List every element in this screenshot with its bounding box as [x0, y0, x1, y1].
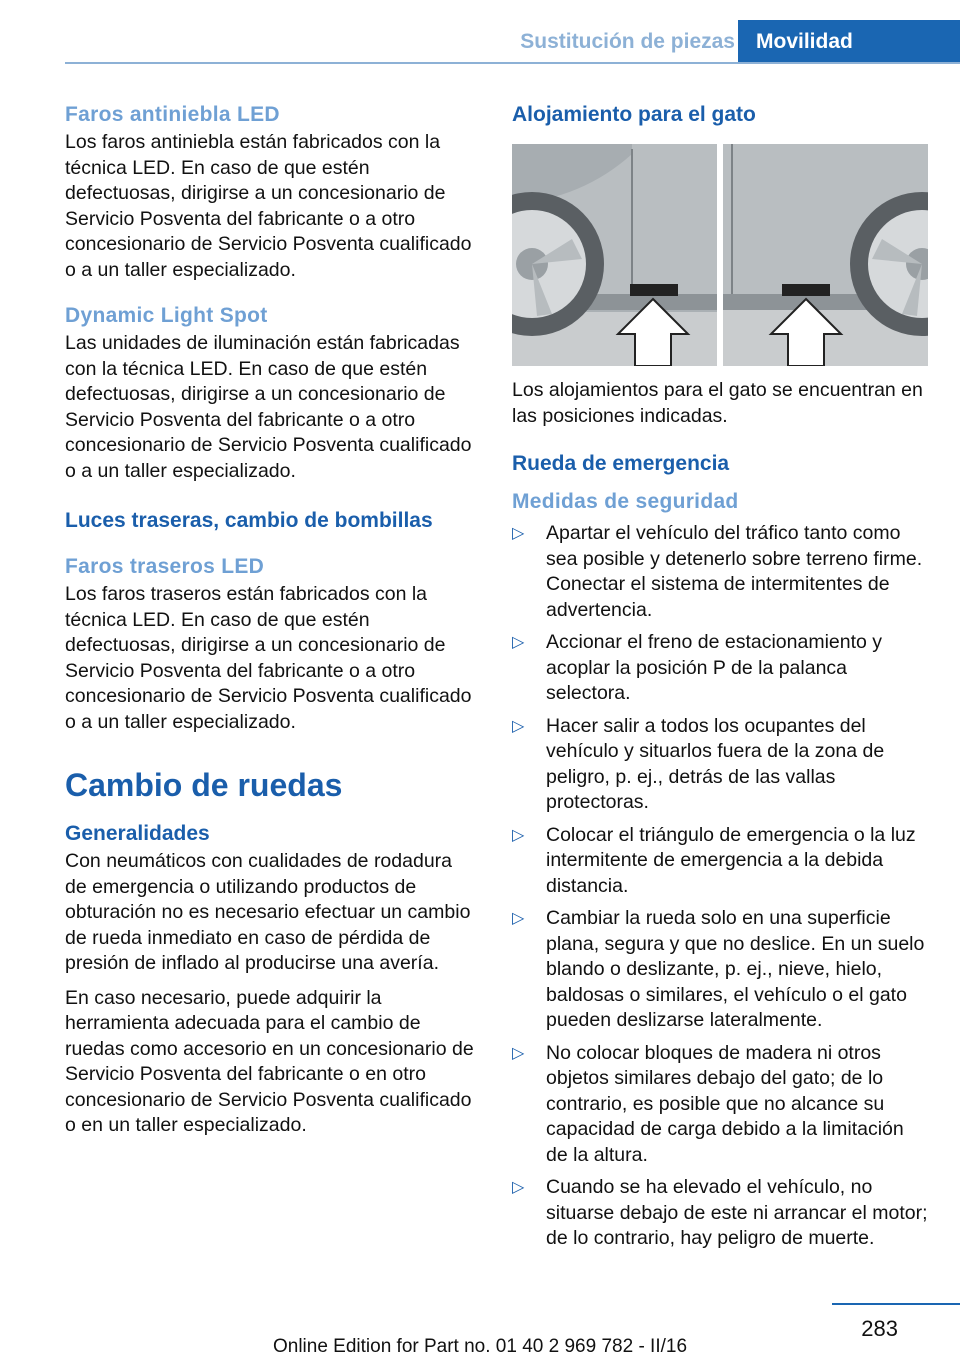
- paragraph-alojamiento: Los alojamientos para el gato se encuentran en las posiciones indicadas.: [512, 379, 923, 427]
- list-item-text: Accionar el freno de estacionamiento y acoplar la posición P de la palanca selectora.: [546, 631, 883, 704]
- list-item: [512, 714, 930, 816]
- page-number: 283: [861, 1316, 898, 1341]
- footer-edition: Online Edition for Part no. 01 40 2 969 782 - II/16: [272, 1336, 688, 1357]
- safety-list: [512, 521, 930, 1252]
- list-item: [512, 1041, 930, 1169]
- paragraph-generalidades-1: Con neumáticos con cualidades de rodadura de emergencia o utilizando productos de obturación no es necesario efectuar un cambio de rueda inmediato en caso de pérdida de presión de inflado al producirse una avería.: [65, 850, 471, 974]
- page-header: [0, 20, 960, 64]
- bullet-triangle-icon: ▷: [512, 826, 525, 844]
- footer-rule: [832, 1303, 960, 1305]
- bullet-triangle-icon: ▷: [512, 910, 525, 927]
- header-rule: [65, 62, 960, 64]
- heading-faros-traseros: Faros traseros LED: [65, 555, 265, 578]
- list-item-text: Hacer salir a todos los ocupantes del vehículo y situarlos fuera de la zona de peligro, p. ej., detrás de las vallas protectoras.: [546, 714, 885, 813]
- heading-alojamiento-gato: Alojamiento para el gato: [512, 103, 756, 126]
- jack-points-illustration: [512, 144, 928, 366]
- bullet-triangle-icon: ▷: [512, 1044, 525, 1062]
- right-column: [512, 102, 930, 1252]
- header-chapter-tab: Movilidad: [738, 20, 960, 64]
- bullet-triangle-icon: ▷: [512, 634, 525, 651]
- list-item-text: No colocar bloques de madera ni otros objetos similares debajo del gato; de lo contrario, es posible que no alcance su capacidad de carga debido a la limitación de la altura.: [546, 1041, 904, 1166]
- list-item: [512, 906, 930, 1034]
- list-item: [512, 823, 930, 900]
- list-item-text: Apartar el vehículo del tráfico tanto como sea posible y detenerlo sobre terreno firme. Conectar el sistema de intermitentes de advertencia.: [546, 522, 923, 621]
- heading-cambio-de-ruedas: Cambio de ruedas: [65, 767, 343, 803]
- list-item-text: Cuando se ha elevado el vehículo, no situarse debajo de este ni arrancar el motor; de lo contrario, hay peligro de muerte.: [546, 1176, 928, 1249]
- paragraph-generalidades-2: En caso necesario, puede adquirir la herramienta adecuada para el cambio de ruedas como accesorio en un concesionario de Servicio Posventa del fabricante o en otro concesionario de Servicio Posventa cualificado o en un taller especializado.: [65, 986, 474, 1136]
- list-item-text: Colocar el triángulo de emergencia o la luz intermitente de emergencia a la debida distancia.: [546, 823, 916, 897]
- header-section-title: Sustitución de piezas: [520, 30, 735, 53]
- heading-dynamic-light-spot: Dynamic Light Spot: [65, 304, 268, 327]
- heading-generalidades: Generalidades: [65, 822, 210, 845]
- paragraph-faros-antiniebla: Los faros antiniebla están fabricados con la técnica LED. En caso de que estén defectuosas, dirigirse a un concesionario de Servicio Posventa del fabricante o a otro concesionario de Servicio Posventa cualificado o a un taller especializado.: [65, 131, 472, 281]
- list-item: [512, 1175, 930, 1252]
- heading-luces-traseras: Luces traseras, cambio de bombillas: [65, 509, 433, 532]
- heading-faros-antiniebla: Faros antiniebla LED: [65, 103, 280, 126]
- list-item: [512, 521, 930, 623]
- left-column: [65, 102, 478, 1139]
- list-item: [512, 630, 930, 707]
- list-item-text: Cambiar la rueda solo en una superficie plana, segura y que no deslice. En un suelo blando o deslizante, p. ej., nieve, hielo, baldosas o similares, el vehículo o el gato pueden deslizarse lateralmente.: [546, 907, 925, 1031]
- car-jack-points-image: [512, 144, 928, 366]
- bullet-triangle-icon: ▷: [512, 1179, 525, 1196]
- paragraph-faros-traseros: Los faros traseros están fabricados con la técnica LED. En caso de que estén defectuosas, dirigirse a un concesionario de Servicio Posventa del fabricante o a otro concesionario de Servicio Posventa cualificado o a un taller especializado.: [65, 583, 472, 733]
- heading-rueda-emergencia: Rueda de emergencia: [512, 452, 730, 475]
- bullet-triangle-icon: ▷: [512, 717, 525, 735]
- paragraph-dynamic-light-spot: Las unidades de iluminación están fabricadas con la técnica LED. En caso de que estén defectuosas, dirigirse a un concesionario de Servicio Posventa del fabricante o a otro concesionario de Servicio Posventa cualificado o a un taller especializado.: [65, 332, 472, 482]
- bullet-triangle-icon: ▷: [512, 525, 525, 542]
- heading-medidas-seguridad: Medidas de seguridad: [512, 490, 739, 513]
